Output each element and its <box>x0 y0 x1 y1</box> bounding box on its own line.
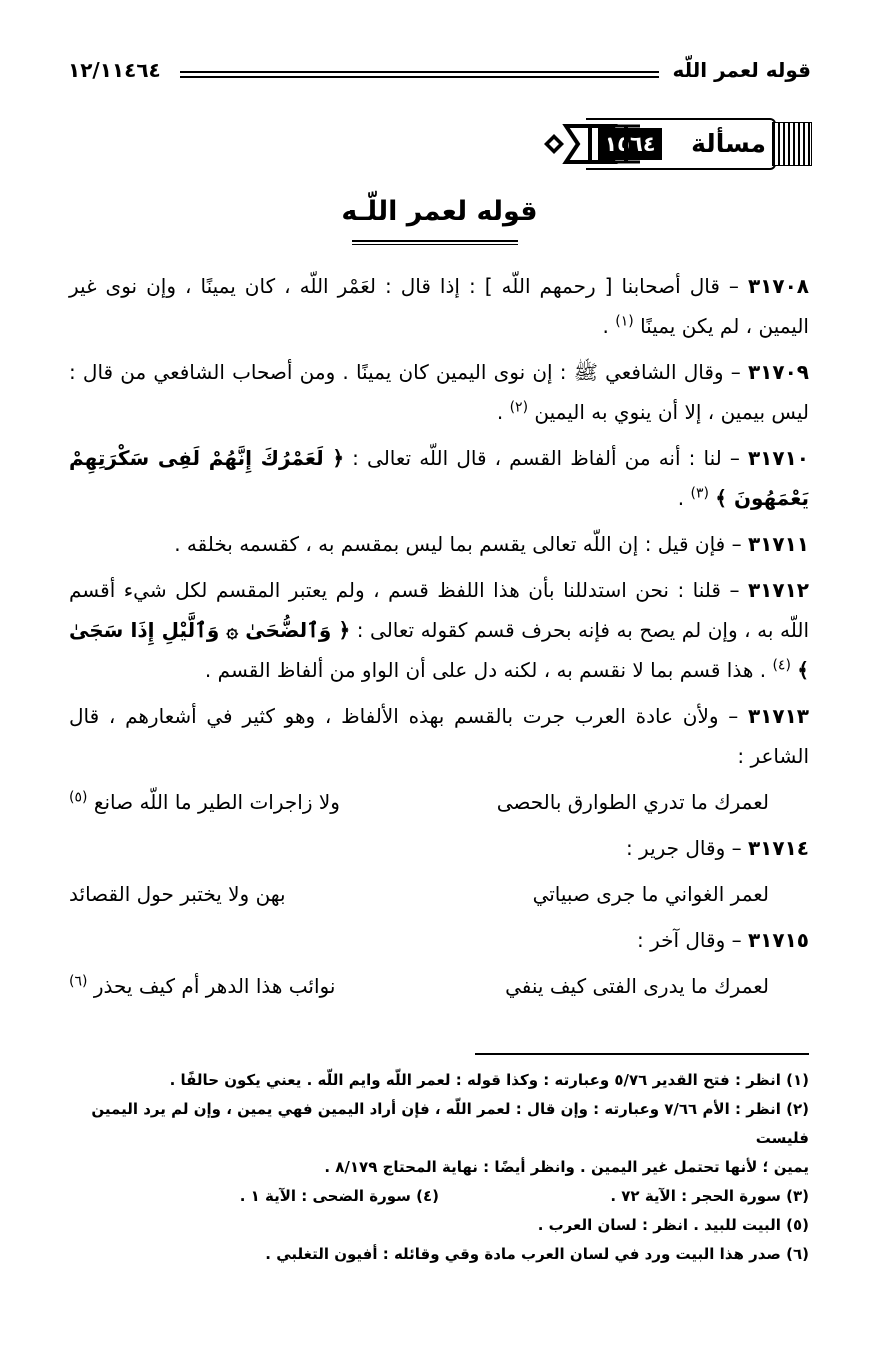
footnote-5: (٥) البيت للبيد . انظر : لسان العرب . <box>537 1216 809 1234</box>
footnote-ref: (٣) <box>690 485 709 502</box>
banner-hatch-decoration <box>772 122 812 166</box>
quran-verse: ﴿ وَٱلضُّحَىٰ ۞ وَٱلَّيْلِ إِذَا سَجَىٰ ﴾ <box>69 618 809 682</box>
masala-label: مسألة <box>691 129 766 158</box>
paragraph-text: – وقال جرير : <box>625 836 748 860</box>
chapter-title: قوله لعمر اللّـه <box>341 196 538 227</box>
issue-number: ٣١٧١٠ <box>747 446 809 470</box>
issue-number: ٣١٧١١ <box>747 532 809 556</box>
issue-number: ٣١٧٠٩ <box>747 360 809 384</box>
paragraph-text: – وقال آخر : <box>636 928 748 952</box>
issue-number: ٣١٧١٥ <box>747 928 809 952</box>
poem-second-hemistich <box>69 966 409 1006</box>
footnote-separator <box>475 1053 809 1055</box>
poem-second-hemistich: بهن ولا يختبر حول القصائد <box>69 882 286 906</box>
chapter-underline <box>352 240 518 245</box>
main-text <box>69 266 809 1012</box>
poem-verse-3 <box>69 966 809 1006</box>
paragraph-end: . هذا قسم بما لا نقسم به ، لكنه دل على أن الواو من ألفاظ القسم . <box>204 658 773 682</box>
footnote-ref: (٢) <box>509 399 529 416</box>
paragraph-31712 <box>69 570 809 690</box>
footnote-pair-3-4 <box>69 1182 809 1211</box>
header-double-rule <box>180 71 659 78</box>
paragraph-31708 <box>69 266 809 346</box>
paragraph-31710 <box>69 438 809 518</box>
paragraph-end: . <box>496 400 510 424</box>
footnote-ref: (٤) <box>772 657 791 674</box>
issue-number: ٣١٧١٣ <box>747 704 809 728</box>
paragraph-end: . <box>602 314 616 338</box>
paragraph-31711 <box>69 524 809 564</box>
quran-verse: ﴿ لَعَمْرُكَ إِنَّهُمْ لَفِى سَكْرَتِهِمْ يَعْمَهُونَ ﴾ <box>69 446 809 510</box>
paragraph-31715 <box>69 920 809 960</box>
paragraph-text: – وقال الشافعي ﷺ : إن نوى اليمين كان يمينًا . ومن أصحاب الشافعي من قال : ليس بيمين ، إلا أن ينوي به اليمين <box>69 360 809 424</box>
paragraph-end: . <box>677 486 691 510</box>
poem-first-hemistich: لعمرك ما تدري الطوارق بالحصى <box>496 790 769 814</box>
masala-banner <box>540 118 812 170</box>
poem-verse-2 <box>69 874 809 914</box>
paragraph-31713 <box>69 696 809 776</box>
masala-number: ١٥٦٤ <box>598 128 662 160</box>
page-reference: ١٢/١١٤٦٤ <box>68 58 161 82</box>
poem-second-hemistich <box>69 782 409 822</box>
running-header <box>68 58 811 88</box>
footnote-6: (٦) صدر هذا البيت ورد في لسان العرب مادة وقي وقائله : أفيون التغلبي . <box>265 1245 809 1263</box>
paragraph-31709 <box>69 352 809 432</box>
hemistich-text: نوائب هذا الدهر أم كيف يحذر <box>93 974 336 998</box>
poem-verse-1 <box>69 782 809 822</box>
issue-number: ٣١٧٠٨ <box>747 274 809 298</box>
footnote-ref: (١) <box>615 313 634 330</box>
paragraph-text: – فإن قيل : إن اللّه تعالى يقسم بما ليس بمقسم به ، كقسمه بخلقه . <box>174 532 748 556</box>
footnote-4: (٤) سورة الضحى : الآية ١ . <box>239 1187 439 1205</box>
poem-first-hemistich: لعمرك ما يدرى الفتى كيف ينفي <box>505 974 769 998</box>
footnote-2-continued: يمين ؛ لأنها تحتمل غير اليمين . وانظر أيضًا : نهاية المحتاج ٨/١٧٩ . <box>324 1158 809 1176</box>
paragraph-text: – ولأن عادة العرب جرت بالقسم بهذه الألفاظ ، وهو كثير في أشعارهم ، قال الشاعر : <box>69 704 809 768</box>
footnote-1: (١) انظر : فتح القدير ٥/٧٦ وعبارته : وكذا قوله : لعمر اللّه وايم اللّه . يعني يكون حالفًا . <box>169 1071 809 1089</box>
footnote-ref: (٥) <box>69 789 88 806</box>
paragraph-text: – لنا : أنه من ألفاظ القسم ، قال اللّه تعالى : <box>344 446 748 470</box>
paragraph-text: – قال أصحابنا [ رحمهم اللّه ] : إذا قال : لعَمْر اللّه ، كان يمينًا ، وإن نوى غير اليمين ، لم يكن يمينًا <box>69 274 809 338</box>
ornament-icon <box>540 118 640 170</box>
paragraph-31714 <box>69 828 809 868</box>
footnote-3: (٣) سورة الحجر : الآية ٧٢ . <box>610 1187 809 1205</box>
issue-number: ٣١٧١٢ <box>747 578 809 602</box>
footnote-2: (٢) انظر : الأم ٧/٦٦ وعبارته : وإن قال : لعمر اللّه ، فإن أراد اليمين فهي يمين ، وإن لم يرد اليمين فليست <box>91 1100 809 1147</box>
issue-number: ٣١٧١٤ <box>747 836 809 860</box>
hemistich-text: ولا زاجرات الطير ما اللّه صانع <box>93 790 340 814</box>
footnote-ref: (٦) <box>69 973 88 990</box>
poem-first-hemistich: لعمر الغواني ما جرى صبياتي <box>532 882 769 906</box>
footnotes <box>69 1066 809 1269</box>
paragraph-text: – قلنا : نحن استدللنا بأن هذا اللفظ قسم ، ولم يعتبر المقسم لكل شيء أقسم اللّه به ، وإن لم يصح به فإنه بحرف قسم كقوله تعالى : <box>69 578 809 642</box>
running-title: قوله لعمر اللّه <box>672 58 811 82</box>
